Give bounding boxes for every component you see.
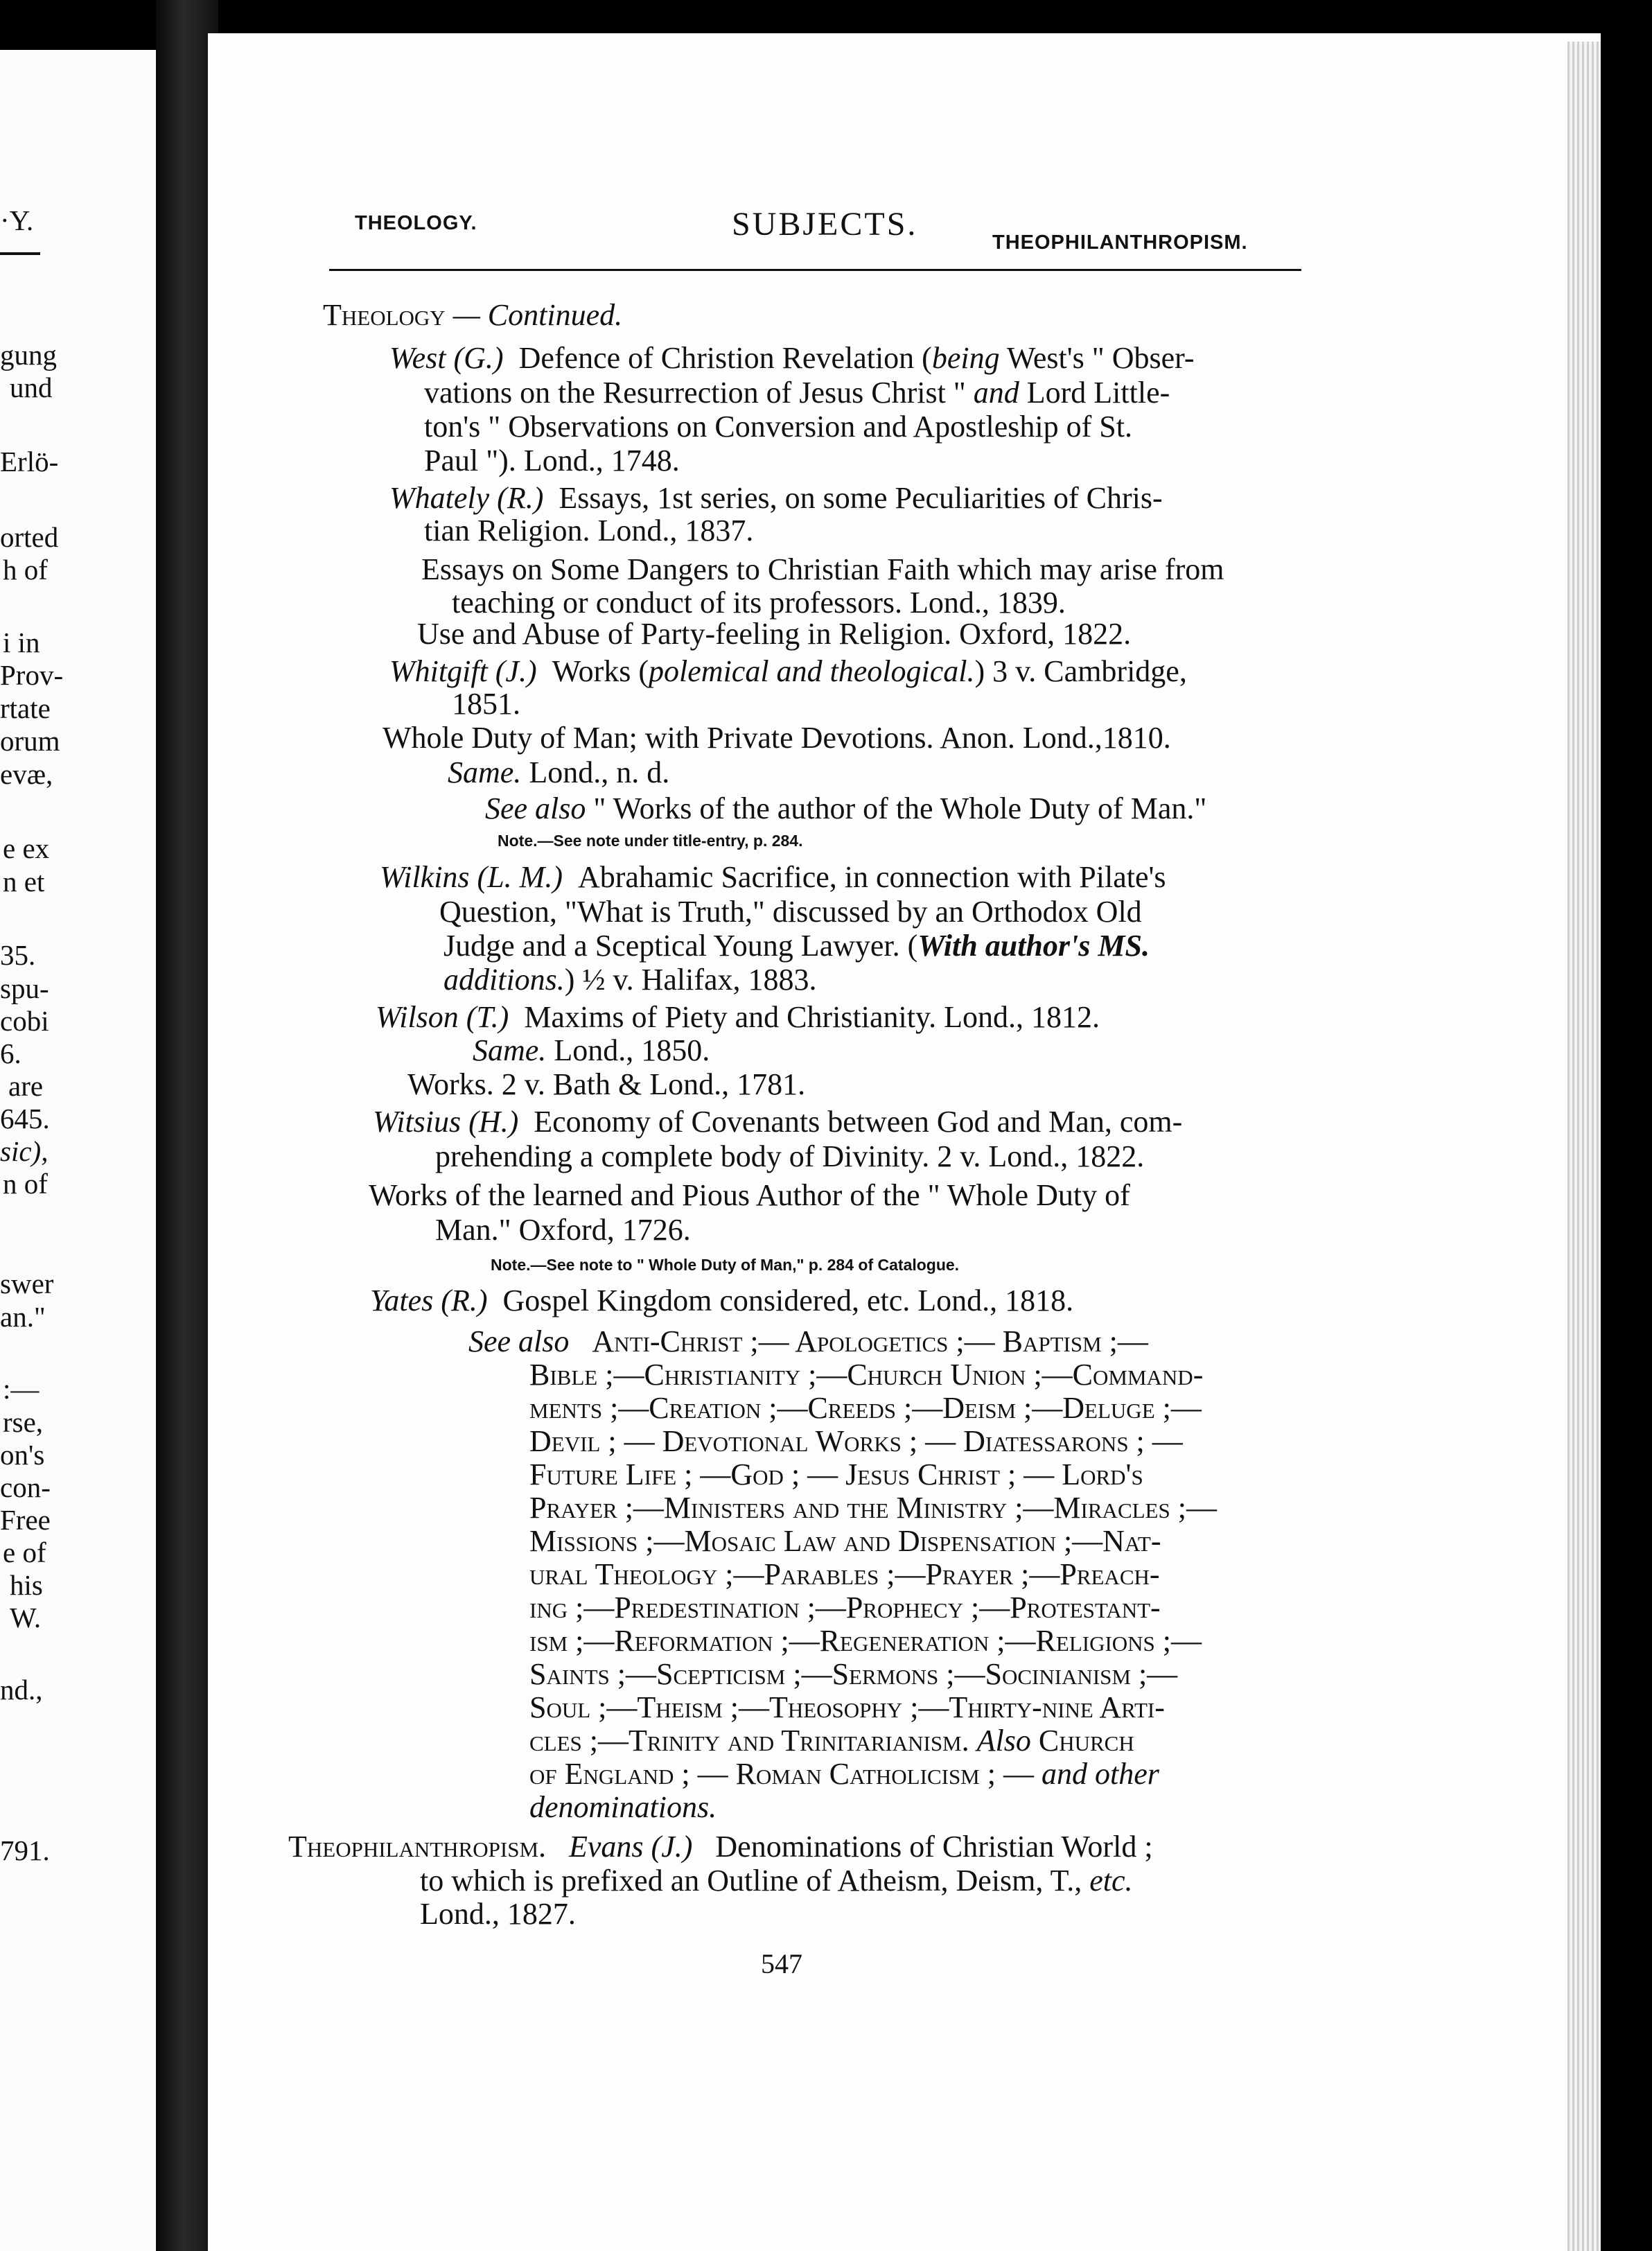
entry-line: tian Religion. Lond., 1837.	[424, 514, 754, 548]
section-heading	[323, 300, 622, 331]
see-also-line: ments ;—Creation ;—Creeds ;—Deism ;—Deluge ;—	[529, 1391, 1202, 1425]
entry-whately: Whately (R.) Essays, 1st series, on some Peculiarities of Chris-	[389, 481, 1163, 515]
section-title: Theology	[323, 298, 446, 332]
running-head-center: SUBJECTS.	[732, 206, 918, 243]
entry-line: teaching or conduct of its professors. Lond., 1839.	[452, 586, 1066, 620]
entry-line: Man." Oxford, 1726.	[435, 1213, 691, 1247]
entry-wilson: Wilson (T.) Maxims of Piety and Christianity. Lond., 1812.	[376, 1000, 1100, 1034]
facing-text: Free	[0, 1504, 51, 1536]
entry-line: Essays on Some Dangers to Christian Faith which may arise from	[421, 552, 1224, 586]
entry-theophilanthropism: Theophilanthropism. Evans (J.) Denominations of Christian World ;	[288, 1830, 1153, 1864]
entry-line: Same. Lond., 1850.	[473, 1033, 710, 1067]
facing-text: und	[10, 371, 53, 403]
facing-text: 6.	[0, 1037, 21, 1069]
author: Whitgift (J.)	[389, 654, 537, 688]
facing-text: ·Y.	[0, 204, 34, 236]
author: Witsius (H.)	[373, 1105, 519, 1139]
see-also-line: Saints ;—Scepticism ;—Sermons ;—Socinianism ;—	[529, 1657, 1178, 1691]
entry-line: Works. 2 v. Bath & Lond., 1781.	[407, 1067, 806, 1101]
entry-whole-duty: Whole Duty of Man; with Private Devotions. Anon. Lond.,1810.	[383, 721, 1171, 755]
page-edges	[1567, 42, 1601, 2251]
entry-line: Judge and a Sceptical Young Lawyer. (With author's MS.	[443, 929, 1150, 963]
facing-text: W.	[10, 1602, 42, 1633]
facing-text: rse,	[3, 1406, 44, 1438]
facing-text: e of	[3, 1536, 46, 1568]
see-also-line: Soul ;—Theism ;—Theosophy ;—Thirty-nine Arti-	[529, 1690, 1165, 1724]
facing-text: orum	[0, 725, 60, 757]
running-head-right: THEOPHILANTHROPISM.	[992, 231, 1248, 254]
facing-page	[0, 50, 156, 2251]
author: Evans (J.)	[569, 1830, 693, 1864]
author: Yates (R.)	[370, 1284, 488, 1317]
facing-text: rtate	[0, 692, 51, 724]
facing-text: gung	[0, 339, 57, 371]
facing-text: swer	[0, 1268, 54, 1299]
entry-line: Use and Abuse of Party-feeling in Religion. Oxford, 1822.	[417, 617, 1132, 651]
subject-heading: Theophilanthropism.	[288, 1830, 547, 1864]
entry-yates: Yates (R.) Gospel Kingdom considered, etc. Lond., 1818.	[370, 1284, 1074, 1317]
facing-text: cobi	[0, 1005, 49, 1037]
entry-line: vations on the Resurrection of Jesus Christ " and Lord Little-	[424, 376, 1170, 410]
see-also-line: Devil ; — Devotional Works ; — Diatessarons ; —	[529, 1424, 1183, 1458]
facing-text: 791.	[0, 1834, 50, 1866]
entry-wilkins: Wilkins (L. M.) Abrahamic Sacrifice, in connection with Pilate's	[380, 860, 1166, 894]
entry-line: ton's " Observations on Conversion and Apostleship of St.	[424, 410, 1132, 444]
facing-text: orted	[0, 521, 59, 553]
entry-line: Lond., 1827.	[420, 1897, 576, 1931]
facing-text: :—	[3, 1373, 39, 1405]
author: West (G.)	[389, 341, 504, 375]
entry-witsius: Witsius (H.) Economy of Covenants between God and Man, com-	[373, 1105, 1183, 1139]
facing-text: n et	[3, 866, 45, 897]
facing-text: h of	[3, 554, 48, 586]
note: Note.—See note under title-entry, p. 284.	[498, 832, 803, 850]
running-head-left: THEOLOGY.	[355, 212, 477, 234]
entry-works-learned: Works of the learned and Pious Author of the " Whole Duty of	[369, 1178, 1130, 1212]
facing-text: spu-	[0, 972, 49, 1004]
see-also-line: Future Life ; —God ; — Jesus Christ ; — Lord's	[529, 1457, 1143, 1491]
facing-text: nd.,	[0, 1674, 43, 1706]
entry-whitgift: Whitgift (J.) Works (polemical and theological.) 3 v. Cambridge,	[389, 654, 1187, 688]
entry-line: See also " Works of the author of the Whole Duty of Man."	[485, 791, 1207, 825]
facing-text: i in	[3, 627, 40, 658]
page-number: 547	[761, 1948, 802, 1979]
author: Wilson (T.)	[376, 1000, 509, 1034]
facing-text: evæ,	[0, 758, 53, 790]
author: Whately (R.)	[389, 481, 544, 515]
see-also-line: Bible ;—Christianity ;—Church Union ;—Command-	[529, 1358, 1204, 1392]
see-also-line: See also Anti-Christ ;— Apologetics ;— Baptism ;—	[468, 1324, 1148, 1358]
note: Note.—See note to " Whole Duty of Man," p. 284 of Catalogue.	[491, 1256, 960, 1274]
facing-text: n of	[3, 1168, 48, 1200]
entry-west: West (G.) Defence of Christion Revelation (being West's " Obser-	[389, 341, 1195, 375]
see-also-line: of England ; — Roman Catholicism ; — and other	[529, 1757, 1159, 1791]
entry-line: Same. Lond., n. d.	[448, 755, 670, 789]
see-also-line: ing ;—Predestination ;—Prophecy ;—Protestant-	[529, 1591, 1161, 1624]
author: Wilkins (L. M.)	[380, 860, 563, 894]
entry-line: Question, "What is Truth," discussed by an Orthodox Old	[439, 895, 1142, 929]
entry-line: to which is prefixed an Outline of Atheism, Deism, T., etc.	[420, 1864, 1133, 1898]
entry-line: Paul "). Lond., 1748.	[424, 444, 680, 478]
see-also-line: Missions ;—Mosaic Law and Dispensation ;—Nat-	[529, 1524, 1161, 1558]
entry-line: 1851.	[452, 687, 520, 721]
facing-text: e ex	[3, 832, 50, 864]
header-rule	[329, 269, 1301, 271]
facing-page-rule	[0, 252, 40, 255]
facing-text: 645.	[0, 1103, 50, 1135]
see-also-line: ism ;—Reformation ;—Regeneration ;—Religions ;—	[529, 1624, 1202, 1658]
see-also-line: Prayer ;—Ministers and the Ministry ;—Miracles ;—	[529, 1491, 1217, 1525]
facing-text: sic),	[0, 1135, 49, 1167]
facing-text: on's	[0, 1439, 45, 1471]
entry-line: prehending a complete body of Divinity. 2 v. Lond., 1822.	[435, 1139, 1145, 1173]
facing-text: an."	[0, 1301, 46, 1333]
see-also-line: cles ;—Trinity and Trinitarianism. Also Church	[529, 1724, 1134, 1758]
facing-text: Erlö-	[0, 446, 59, 478]
facing-text: con-	[0, 1471, 51, 1503]
facing-text: his	[10, 1569, 43, 1601]
facing-text: Prov-	[0, 659, 64, 691]
section-continued: — Continued.	[452, 298, 623, 332]
facing-text: 35.	[0, 939, 36, 971]
see-also-line: ural Theology ;—Parables ;—Prayer ;—Preach-	[529, 1557, 1160, 1591]
see-also-line: denominations.	[529, 1790, 717, 1824]
entry-line: additions.) ½ v. Halifax, 1883.	[443, 963, 817, 997]
facing-text: are	[8, 1070, 44, 1102]
